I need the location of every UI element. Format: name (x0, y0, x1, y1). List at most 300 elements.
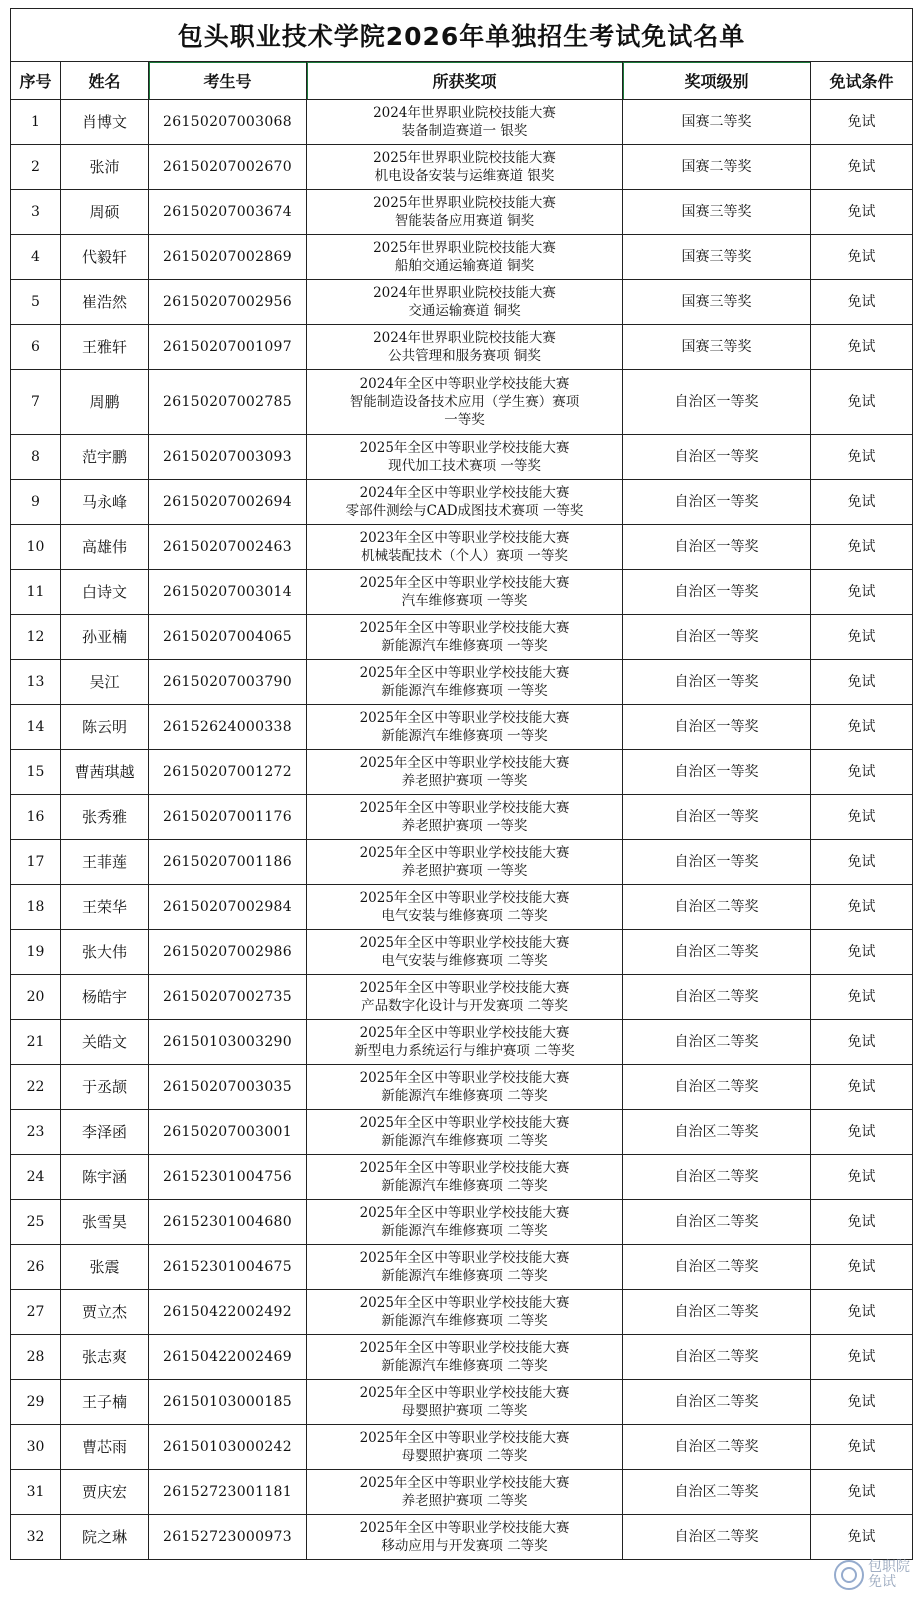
award-line: 母婴照护赛项 二等奖 (401, 1403, 528, 1419)
cell-condition: 免试 (811, 235, 913, 280)
table-row (11, 1065, 913, 1110)
award-line: 产品数字化设计与开发赛项 二等奖 (361, 998, 568, 1014)
cell-condition: 免试 (811, 1335, 913, 1380)
cell-level: 自治区二等奖 (623, 1515, 811, 1560)
cell-level: 国赛二等奖 (623, 100, 811, 145)
cell-level: 自治区二等奖 (623, 1065, 811, 1110)
cell-exam-no: 26152301004756 (149, 1155, 307, 1200)
cell-no: 18 (11, 885, 61, 930)
award-line: 机械装配技术（个人）赛项 一等奖 (361, 548, 568, 564)
cell-award (307, 840, 623, 885)
award-line: 装备制造赛道一 银奖 (401, 123, 528, 139)
cell-exam-no: 26150207003674 (149, 190, 307, 235)
table-row (11, 795, 913, 840)
cell-condition: 免试 (811, 885, 913, 930)
cell-award (307, 1380, 623, 1425)
cell-award (307, 480, 623, 525)
table-row (11, 975, 913, 1020)
award-line: 一等奖 (444, 412, 485, 428)
award-line: 2025年全区中等职业学校技能大赛 (359, 1340, 570, 1356)
cell-no: 21 (11, 1020, 61, 1065)
cell-name: 周鹏 (61, 370, 149, 435)
watermark (834, 1560, 910, 1590)
cell-name: 张雪昊 (61, 1200, 149, 1245)
award-line: 2025年全区中等职业学校技能大赛 (359, 890, 570, 906)
cell-condition: 免试 (811, 660, 913, 705)
exemption-table (10, 8, 913, 1560)
award-line: 2025年全区中等职业学校技能大赛 (359, 800, 570, 816)
award-line: 新能源汽车维修赛项 二等奖 (381, 1223, 548, 1239)
cell-exam-no: 26150207002670 (149, 145, 307, 190)
cell-name: 王菲莲 (61, 840, 149, 885)
cell-exam-no: 26150207003790 (149, 660, 307, 705)
award-line: 2025年全区中等职业学校技能大赛 (359, 755, 570, 771)
award-line: 2025年全区中等职业学校技能大赛 (359, 1205, 570, 1221)
cell-award (307, 1110, 623, 1155)
award-line: 2025年世界职业院校技能大赛 (373, 195, 556, 211)
cell-exam-no: 26150207001176 (149, 795, 307, 840)
cell-condition: 免试 (811, 525, 913, 570)
cell-no: 30 (11, 1425, 61, 1470)
cell-award (307, 190, 623, 235)
header-level: 奖项级别 (623, 62, 811, 100)
award-line: 养老照护赛项 一等奖 (401, 773, 528, 789)
award-line: 新型电力系统运行与维护赛项 二等奖 (354, 1043, 575, 1059)
cell-name: 高雄伟 (61, 525, 149, 570)
cell-condition: 免试 (811, 795, 913, 840)
cell-level: 自治区二等奖 (623, 1155, 811, 1200)
cell-name: 曹芯雨 (61, 1425, 149, 1470)
cell-no: 29 (11, 1380, 61, 1425)
cell-condition: 免试 (811, 1290, 913, 1335)
watermark-sub: 免试 (868, 1574, 896, 1590)
cell-name: 王子楠 (61, 1380, 149, 1425)
cell-award (307, 525, 623, 570)
table-row (11, 1110, 913, 1155)
table-row (11, 1335, 913, 1380)
cell-name: 曹茜琪越 (61, 750, 149, 795)
cell-condition: 免试 (811, 100, 913, 145)
cell-award (307, 280, 623, 325)
cell-exam-no: 26150207001097 (149, 325, 307, 370)
cell-name: 代毅轩 (61, 235, 149, 280)
cell-level: 自治区二等奖 (623, 1380, 811, 1425)
cell-condition: 免试 (811, 1425, 913, 1470)
table-row (11, 1515, 913, 1560)
cell-exam-no: 26150207002694 (149, 480, 307, 525)
award-line: 智能装备应用赛道 铜奖 (394, 213, 535, 229)
cell-level: 自治区一等奖 (623, 435, 811, 480)
award-line: 2025年全区中等职业学校技能大赛 (359, 575, 570, 591)
table-row (11, 235, 913, 280)
award-line: 2025年全区中等职业学校技能大赛 (359, 1070, 570, 1086)
award-line: 2025年全区中等职业学校技能大赛 (359, 845, 570, 861)
cell-award (307, 235, 623, 280)
cell-level: 自治区二等奖 (623, 1290, 811, 1335)
cell-exam-no: 26150207003014 (149, 570, 307, 615)
award-line: 新能源汽车维修赛项 二等奖 (381, 1358, 548, 1374)
cell-no: 26 (11, 1245, 61, 1290)
cell-level: 自治区一等奖 (623, 370, 811, 435)
table-row (11, 840, 913, 885)
cell-name: 张沛 (61, 145, 149, 190)
cell-no: 4 (11, 235, 61, 280)
cell-no: 8 (11, 435, 61, 480)
table-row (11, 370, 913, 435)
table-row (11, 325, 913, 370)
award-line: 新能源汽车维修赛项 二等奖 (381, 1088, 548, 1104)
cell-exam-no: 26150207002869 (149, 235, 307, 280)
cell-level: 自治区一等奖 (623, 570, 811, 615)
cell-name: 张志爽 (61, 1335, 149, 1380)
cell-level: 国赛三等奖 (623, 280, 811, 325)
cell-award (307, 435, 623, 480)
cell-no: 1 (11, 100, 61, 145)
cell-condition: 免试 (811, 930, 913, 975)
table-row (11, 885, 913, 930)
cell-level: 自治区一等奖 (623, 795, 811, 840)
cell-award (307, 325, 623, 370)
header-exam-no: 考生号 (149, 62, 307, 100)
cell-no: 20 (11, 975, 61, 1020)
cell-exam-no: 26150207002984 (149, 885, 307, 930)
cell-exam-no: 26150422002492 (149, 1290, 307, 1335)
table-row (11, 1425, 913, 1470)
cell-name: 贾立杰 (61, 1290, 149, 1335)
cell-name: 孙亚楠 (61, 615, 149, 660)
cell-name: 张大伟 (61, 930, 149, 975)
cell-name: 关皓文 (61, 1020, 149, 1065)
award-line: 2025年全区中等职业学校技能大赛 (359, 980, 570, 996)
cell-condition: 免试 (811, 840, 913, 885)
cell-no: 2 (11, 145, 61, 190)
header-condition: 免试条件 (811, 62, 913, 100)
cell-award (307, 975, 623, 1020)
cell-level: 自治区二等奖 (623, 1425, 811, 1470)
cell-condition: 免试 (811, 975, 913, 1020)
cell-award (307, 1020, 623, 1065)
award-line: 母婴照护赛项 二等奖 (401, 1448, 528, 1464)
cell-award (307, 1290, 623, 1335)
cell-level: 自治区二等奖 (623, 1245, 811, 1290)
cell-level: 自治区二等奖 (623, 1020, 811, 1065)
table-row (11, 1200, 913, 1245)
award-line: 机电设备安装与运维赛道 银奖 (374, 168, 555, 184)
cell-condition: 免试 (811, 480, 913, 525)
award-line: 2025年全区中等职业学校技能大赛 (359, 1475, 570, 1491)
table-body (11, 100, 913, 1560)
award-line: 零部件测绘与CAD成图技术赛项 一等奖 (345, 503, 584, 519)
cell-exam-no: 26150103003290 (149, 1020, 307, 1065)
cell-condition: 免试 (811, 705, 913, 750)
cell-level: 自治区一等奖 (623, 615, 811, 660)
cell-exam-no: 26150207001272 (149, 750, 307, 795)
cell-condition: 免试 (811, 1245, 913, 1290)
cell-condition: 免试 (811, 190, 913, 235)
award-line: 船舶交通运输赛道 铜奖 (394, 258, 535, 274)
cell-no: 15 (11, 750, 61, 795)
cell-award (307, 1200, 623, 1245)
award-line: 2025年全区中等职业学校技能大赛 (359, 1250, 570, 1266)
cell-exam-no: 26150207002735 (149, 975, 307, 1020)
cell-exam-no: 26152723000973 (149, 1515, 307, 1560)
cell-no: 6 (11, 325, 61, 370)
cell-name: 范宇鹏 (61, 435, 149, 480)
award-line: 2025年全区中等职业学校技能大赛 (359, 1430, 570, 1446)
cell-award (307, 705, 623, 750)
cell-no: 27 (11, 1290, 61, 1335)
cell-condition: 免试 (811, 570, 913, 615)
award-line: 2025年全区中等职业学校技能大赛 (359, 1385, 570, 1401)
cell-condition: 免试 (811, 1200, 913, 1245)
cell-level: 自治区二等奖 (623, 1335, 811, 1380)
cell-exam-no: 26150422002469 (149, 1335, 307, 1380)
table-row (11, 705, 913, 750)
cell-no: 5 (11, 280, 61, 325)
table-row (11, 435, 913, 480)
cell-name: 肖博文 (61, 100, 149, 145)
cell-name: 杨皓宇 (61, 975, 149, 1020)
table-row (11, 1380, 913, 1425)
cell-level: 国赛三等奖 (623, 190, 811, 235)
table-header-row (11, 62, 913, 100)
cell-exam-no: 26152301004675 (149, 1245, 307, 1290)
award-line: 新能源汽车维修赛项 二等奖 (381, 1178, 548, 1194)
cell-name: 院之琳 (61, 1515, 149, 1560)
award-line: 电气安装与维修赛项 二等奖 (381, 908, 548, 924)
cell-level: 自治区二等奖 (623, 1470, 811, 1515)
cell-name: 张秀雅 (61, 795, 149, 840)
header-award: 所获奖项 (307, 62, 623, 100)
cell-condition: 免试 (811, 1110, 913, 1155)
award-line: 2025年全区中等职业学校技能大赛 (359, 440, 570, 456)
cell-award (307, 615, 623, 660)
cell-award (307, 570, 623, 615)
award-line: 新能源汽车维修赛项 二等奖 (381, 1268, 548, 1284)
table-row (11, 1245, 913, 1290)
award-line: 2024年世界职业院校技能大赛 (373, 330, 556, 346)
cell-name: 王雅轩 (61, 325, 149, 370)
cell-no: 32 (11, 1515, 61, 1560)
cell-no: 9 (11, 480, 61, 525)
cell-no: 3 (11, 190, 61, 235)
cell-award (307, 1335, 623, 1380)
cell-condition: 免试 (811, 1065, 913, 1110)
cell-condition: 免试 (811, 370, 913, 435)
cell-level: 自治区二等奖 (623, 1110, 811, 1155)
cell-award (307, 1245, 623, 1290)
cell-award (307, 930, 623, 975)
award-line: 2025年全区中等职业学校技能大赛 (359, 1025, 570, 1041)
award-line: 智能制造设备技术应用（学生赛）赛项 (349, 394, 580, 410)
table-row (11, 1155, 913, 1200)
award-line: 新能源汽车维修赛项 二等奖 (381, 1313, 548, 1329)
cell-name: 马永峰 (61, 480, 149, 525)
award-line: 现代加工技术赛项 一等奖 (388, 458, 541, 474)
cell-award (307, 1515, 623, 1560)
cell-award (307, 795, 623, 840)
cell-no: 28 (11, 1335, 61, 1380)
award-line: 交通运输赛道 铜奖 (408, 303, 521, 319)
page-title: 包头职业技术学院2026年单独招生考试免试名单 (11, 9, 913, 62)
cell-exam-no: 26150103000242 (149, 1425, 307, 1470)
cell-exam-no: 26150207002463 (149, 525, 307, 570)
award-line: 2025年全区中等职业学校技能大赛 (359, 1295, 570, 1311)
cell-level: 自治区一等奖 (623, 660, 811, 705)
cell-condition: 免试 (811, 1020, 913, 1065)
watermark-text: 包职院 (868, 1559, 910, 1575)
cell-no: 24 (11, 1155, 61, 1200)
award-line: 2025年全区中等职业学校技能大赛 (359, 1160, 570, 1176)
cell-condition: 免试 (811, 1470, 913, 1515)
cell-no: 11 (11, 570, 61, 615)
cell-condition: 免试 (811, 615, 913, 660)
cell-no: 10 (11, 525, 61, 570)
cell-award (307, 145, 623, 190)
cell-award (307, 1065, 623, 1110)
cell-no: 31 (11, 1470, 61, 1515)
cell-exam-no: 26150207004065 (149, 615, 307, 660)
cell-name: 陈宇涵 (61, 1155, 149, 1200)
cell-no: 12 (11, 615, 61, 660)
award-line: 2025年全区中等职业学校技能大赛 (359, 935, 570, 951)
award-line: 新能源汽车维修赛项 一等奖 (381, 638, 548, 654)
cell-exam-no: 26150207003035 (149, 1065, 307, 1110)
cell-exam-no: 26152624000338 (149, 705, 307, 750)
cell-name: 于丞颉 (61, 1065, 149, 1110)
cell-no: 13 (11, 660, 61, 705)
cell-name: 王荣华 (61, 885, 149, 930)
cell-level: 自治区二等奖 (623, 885, 811, 930)
cell-condition: 免试 (811, 1515, 913, 1560)
award-line: 2025年全区中等职业学校技能大赛 (359, 665, 570, 681)
award-line: 养老照护赛项 一等奖 (401, 818, 528, 834)
table-row (11, 525, 913, 570)
cell-condition: 免试 (811, 435, 913, 480)
cell-name: 周硕 (61, 190, 149, 235)
cell-no: 14 (11, 705, 61, 750)
cell-exam-no: 26152301004680 (149, 1200, 307, 1245)
cell-condition: 免试 (811, 145, 913, 190)
cell-level: 自治区一等奖 (623, 525, 811, 570)
header-name: 姓名 (61, 62, 149, 100)
award-line: 移动应用与开发赛项 二等奖 (381, 1538, 548, 1554)
cell-level: 国赛二等奖 (623, 145, 811, 190)
table-row (11, 1470, 913, 1515)
cell-award (307, 1470, 623, 1515)
cell-level: 自治区一等奖 (623, 705, 811, 750)
cell-condition: 免试 (811, 280, 913, 325)
award-line: 2023年全区中等职业学校技能大赛 (359, 530, 570, 546)
cell-level: 自治区二等奖 (623, 930, 811, 975)
award-line: 2025年世界职业院校技能大赛 (373, 240, 556, 256)
cell-level: 自治区一等奖 (623, 750, 811, 795)
cell-award (307, 885, 623, 930)
award-line: 养老照护赛项 二等奖 (401, 1493, 528, 1509)
cell-condition: 免试 (811, 1155, 913, 1200)
award-line: 2024年世界职业院校技能大赛 (373, 105, 556, 121)
table-row (11, 930, 913, 975)
table-row (11, 1290, 913, 1335)
cell-award (307, 750, 623, 795)
award-line: 2024年全区中等职业学校技能大赛 (359, 376, 570, 392)
award-line: 公共管理和服务赛项 铜奖 (388, 348, 541, 364)
cell-no: 25 (11, 1200, 61, 1245)
cell-award (307, 370, 623, 435)
cell-no: 23 (11, 1110, 61, 1155)
table-row (11, 1020, 913, 1065)
cell-exam-no: 26150207003001 (149, 1110, 307, 1155)
cell-condition: 免试 (811, 1380, 913, 1425)
cell-no: 19 (11, 930, 61, 975)
cell-no: 16 (11, 795, 61, 840)
cell-name: 白诗文 (61, 570, 149, 615)
cell-exam-no: 26150103000185 (149, 1380, 307, 1425)
table-row (11, 480, 913, 525)
cell-no: 7 (11, 370, 61, 435)
award-line: 新能源汽车维修赛项 一等奖 (381, 683, 548, 699)
cell-exam-no: 26150207003093 (149, 435, 307, 480)
table-row (11, 100, 913, 145)
award-line: 2025年全区中等职业学校技能大赛 (359, 710, 570, 726)
award-line: 2024年全区中等职业学校技能大赛 (359, 485, 570, 501)
cell-award (307, 1155, 623, 1200)
cell-no: 17 (11, 840, 61, 885)
table-row (11, 570, 913, 615)
header-no: 序号 (11, 62, 61, 100)
school-seal-icon (834, 1560, 864, 1590)
award-line: 新能源汽车维修赛项 一等奖 (381, 728, 548, 744)
award-line: 2025年全区中等职业学校技能大赛 (359, 1520, 570, 1536)
cell-name: 崔浩然 (61, 280, 149, 325)
cell-no: 22 (11, 1065, 61, 1110)
award-line: 养老照护赛项 一等奖 (401, 863, 528, 879)
award-line: 2024年世界职业院校技能大赛 (373, 285, 556, 301)
award-line: 汽车维修赛项 一等奖 (401, 593, 528, 609)
cell-name: 张震 (61, 1245, 149, 1290)
cell-level: 自治区二等奖 (623, 1200, 811, 1245)
cell-level: 自治区一等奖 (623, 840, 811, 885)
cell-award (307, 100, 623, 145)
award-line: 2025年世界职业院校技能大赛 (373, 150, 556, 166)
cell-exam-no: 26150207003068 (149, 100, 307, 145)
table-row (11, 750, 913, 795)
cell-award (307, 1425, 623, 1470)
cell-name: 吴江 (61, 660, 149, 705)
cell-exam-no: 26150207002986 (149, 930, 307, 975)
cell-condition: 免试 (811, 325, 913, 370)
cell-level: 自治区一等奖 (623, 480, 811, 525)
award-line: 新能源汽车维修赛项 二等奖 (381, 1133, 548, 1149)
cell-exam-no: 26150207002785 (149, 370, 307, 435)
table-row (11, 280, 913, 325)
cell-award (307, 660, 623, 705)
table-row (11, 190, 913, 235)
cell-exam-no: 26152723001181 (149, 1470, 307, 1515)
cell-condition: 免试 (811, 750, 913, 795)
cell-level: 自治区二等奖 (623, 975, 811, 1020)
cell-name: 贾庆宏 (61, 1470, 149, 1515)
award-line: 2025年全区中等职业学校技能大赛 (359, 620, 570, 636)
award-line: 2025年全区中等职业学校技能大赛 (359, 1115, 570, 1131)
table-row (11, 615, 913, 660)
table-row (11, 660, 913, 705)
cell-exam-no: 26150207002956 (149, 280, 307, 325)
table-row (11, 145, 913, 190)
award-line: 电气安装与维修赛项 二等奖 (381, 953, 548, 969)
cell-level: 国赛三等奖 (623, 325, 811, 370)
cell-name: 陈云明 (61, 705, 149, 750)
